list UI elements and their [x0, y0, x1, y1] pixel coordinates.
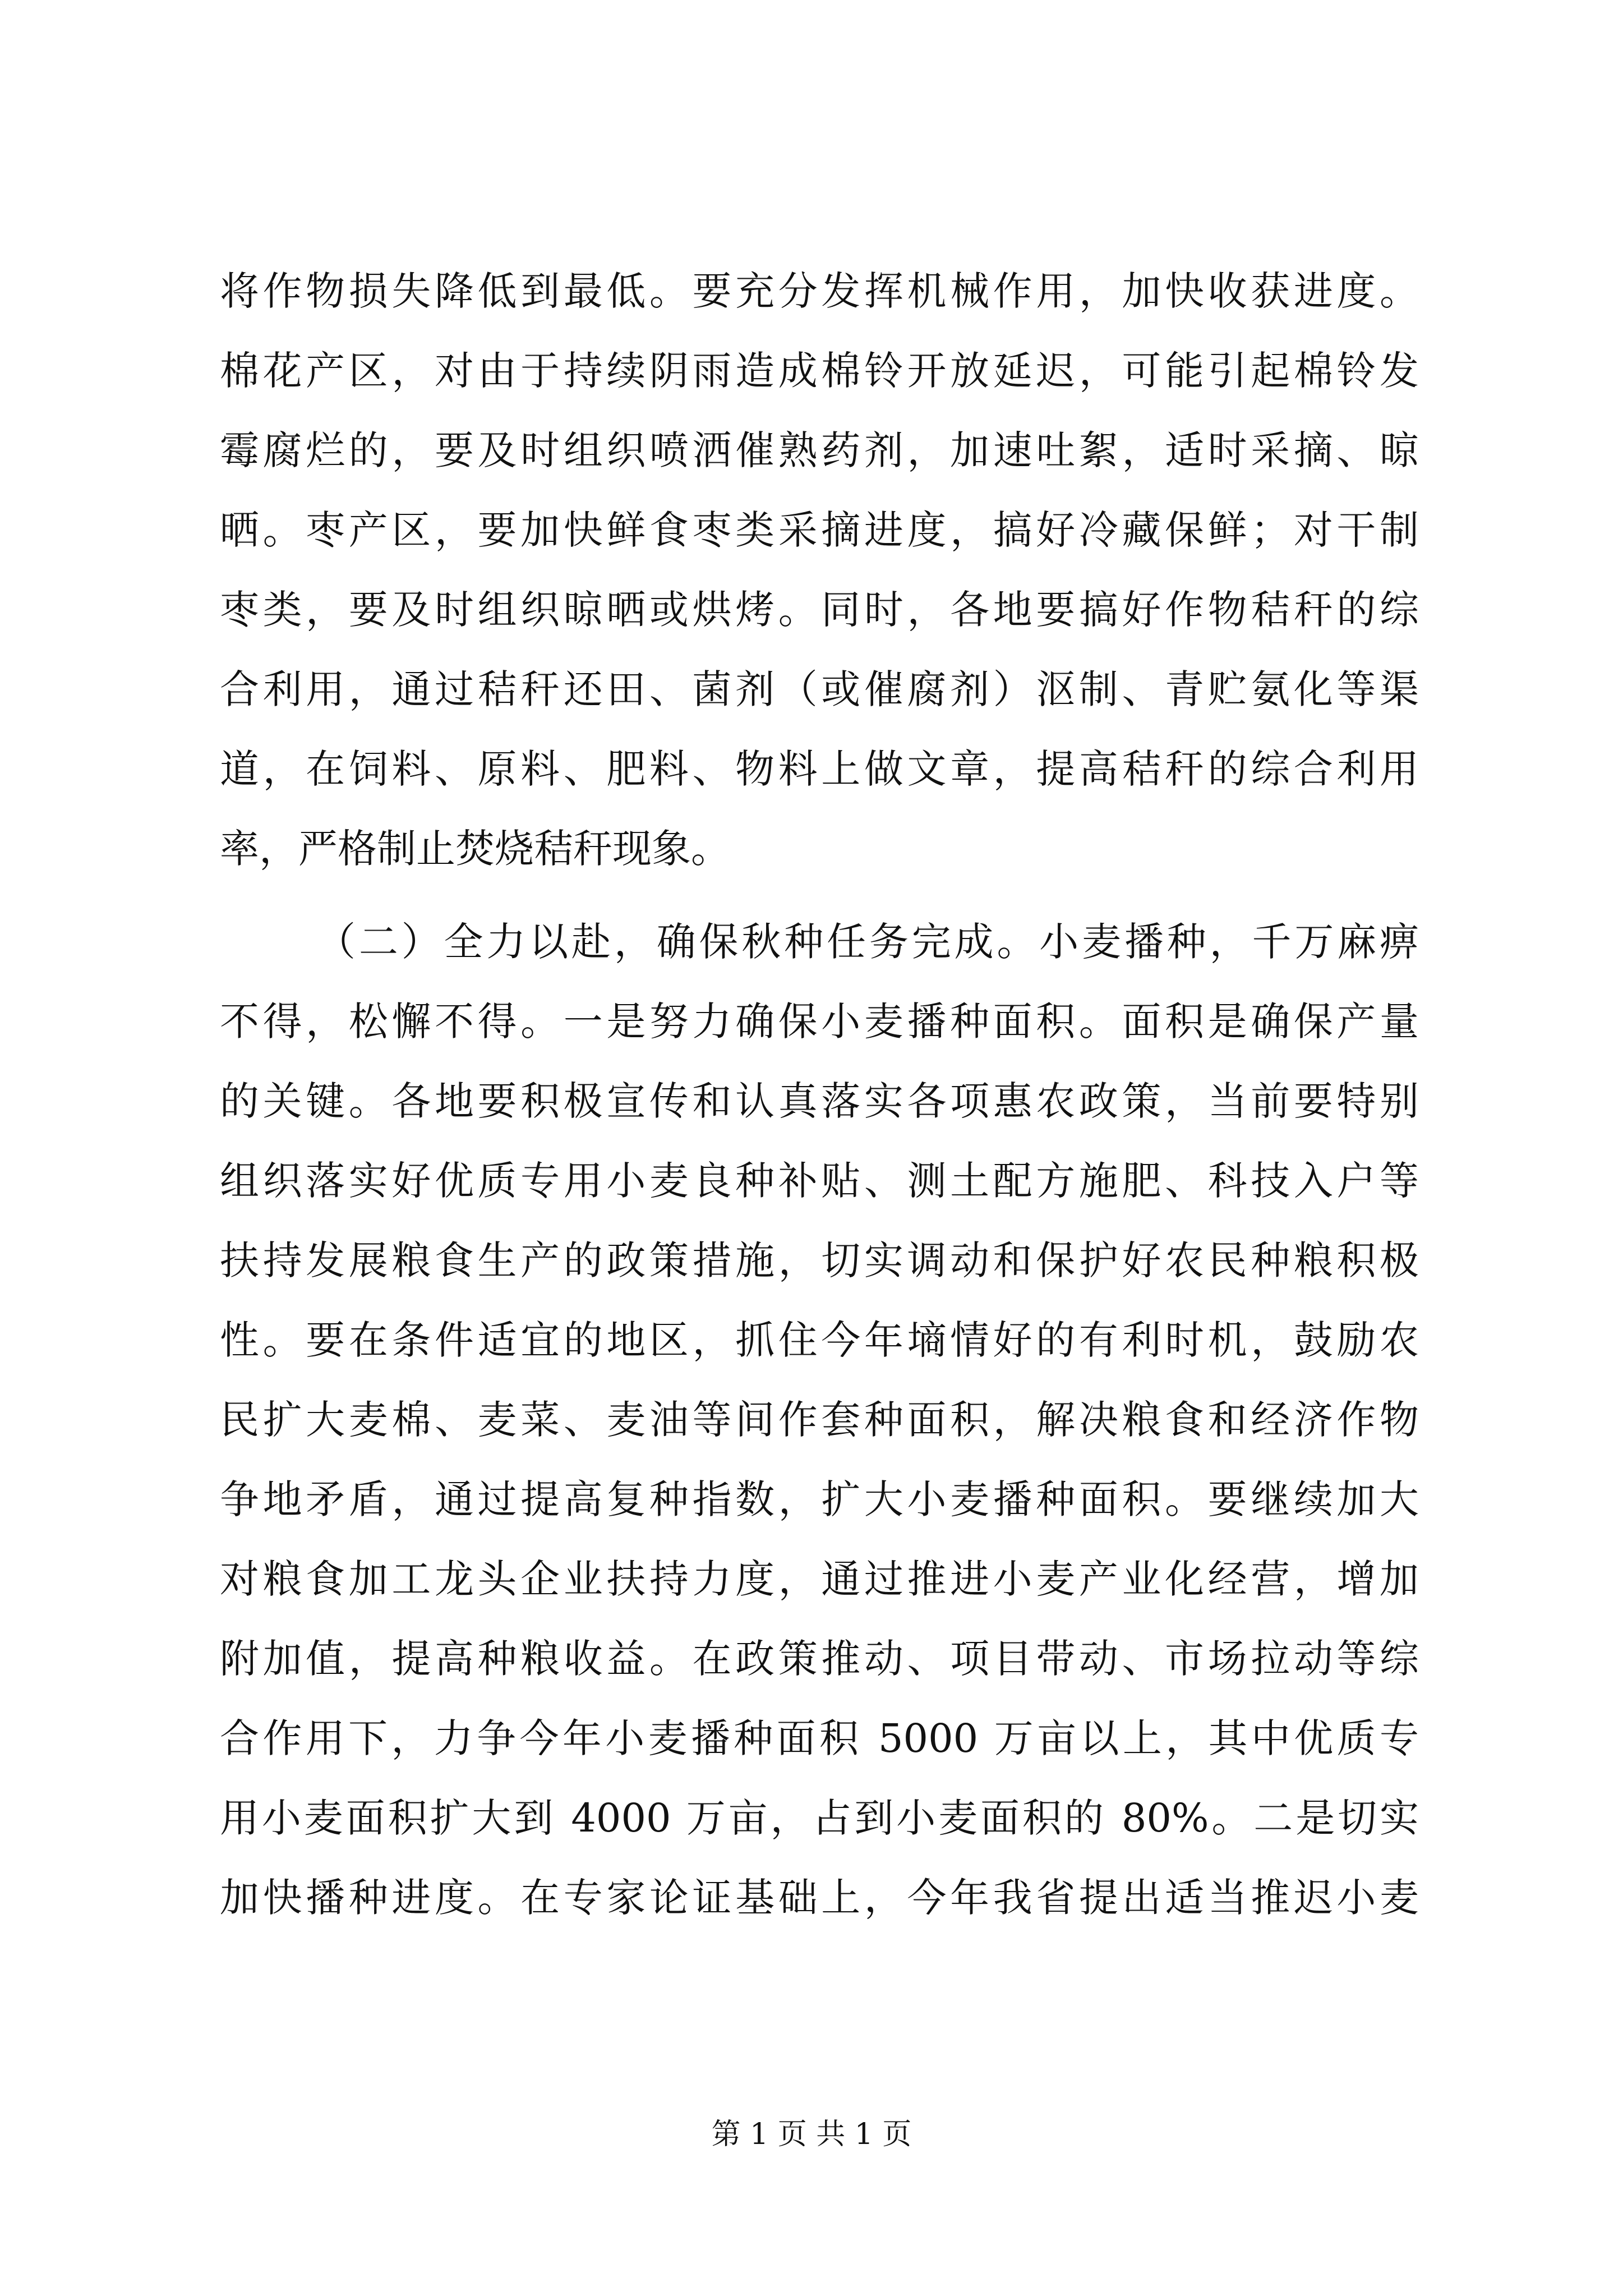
text-line: 的关键。各地要积极宣传和认真落实各项惠农政策，当前要特别	[220, 1078, 1419, 1124]
text-line: 对粮食加工龙头企业扶持力度，通过推进小麦产业化经营，增加	[220, 1556, 1419, 1602]
page-number-footer: 第 1 页 共 1 页	[711, 2118, 912, 2151]
text-line: 道，在饲料、原料、肥料、物料上做文章，提高秸秆的综合利用	[220, 746, 1419, 792]
text-line: 合作用下，力争今年小麦播种面积 5000 万亩以上，其中优质专	[220, 1715, 1419, 1761]
text-line: 组织落实好优质专用小麦良种补贴、测土配方施肥、科技入户等	[220, 1158, 1419, 1204]
text-line: 将作物损失降低到最低。要充分发挥机械作用，加快收获进度。	[220, 268, 1419, 314]
text-line: 枣类，要及时组织晾晒或烘烤。同时，各地要搞好作物秸秆的综	[220, 587, 1419, 633]
document-body	[220, 251, 1419, 1938]
text-line: 霉腐烂的，要及时组织喷洒催熟药剂，加速吐絮，适时采摘、晾	[220, 427, 1419, 473]
text-line: 晒。枣产区，要加快鲜食枣类采摘进度，搞好冷藏保鲜；对干制	[220, 507, 1419, 553]
text-line: 扶持发展粮食生产的政策措施，切实调动和保护好农民种粮积极	[220, 1237, 1419, 1283]
paragraph-1	[220, 251, 1419, 889]
text-line: 附加值，提高种粮收益。在政策推动、项目带动、市场拉动等综	[220, 1636, 1419, 1682]
text-line: 率，严格制止焚烧秸秆现象。	[220, 826, 730, 872]
text-line: 棉花产区，对由于持续阴雨造成棉铃开放延迟，可能引起棉铃发	[220, 348, 1419, 394]
text-line: 合利用，通过秸秆还田、菌剂（或催腐剂）沤制、青贮氨化等渠	[220, 666, 1419, 712]
text-line: 不得，松懈不得。一是努力确保小麦播种面积。面积是确保产量	[220, 999, 1419, 1045]
paragraph-spacer	[220, 889, 1419, 902]
paragraph-2	[220, 902, 1419, 1938]
text-line: 争地矛盾，通过提高复种指数，扩大小麦播种面积。要继续加大	[220, 1476, 1419, 1522]
text-line: 性。要在条件适宜的地区，抓住今年墒情好的有利时机，鼓励农	[220, 1317, 1419, 1363]
text-line: 加快播种进度。在专家论证基础上，今年我省提出适当推迟小麦	[220, 1875, 1419, 1921]
text-line: （二）全力以赴，确保秋种任务完成。小麦播种，千万麻痹	[316, 919, 1419, 965]
text-line: 民扩大麦棉、麦菜、麦油等间作套种面积，解决粮食和经济作物	[220, 1397, 1419, 1443]
text-line: 用小麦面积扩大到 4000 万亩，占到小麦面积的 80%。二是切实	[220, 1795, 1419, 1841]
